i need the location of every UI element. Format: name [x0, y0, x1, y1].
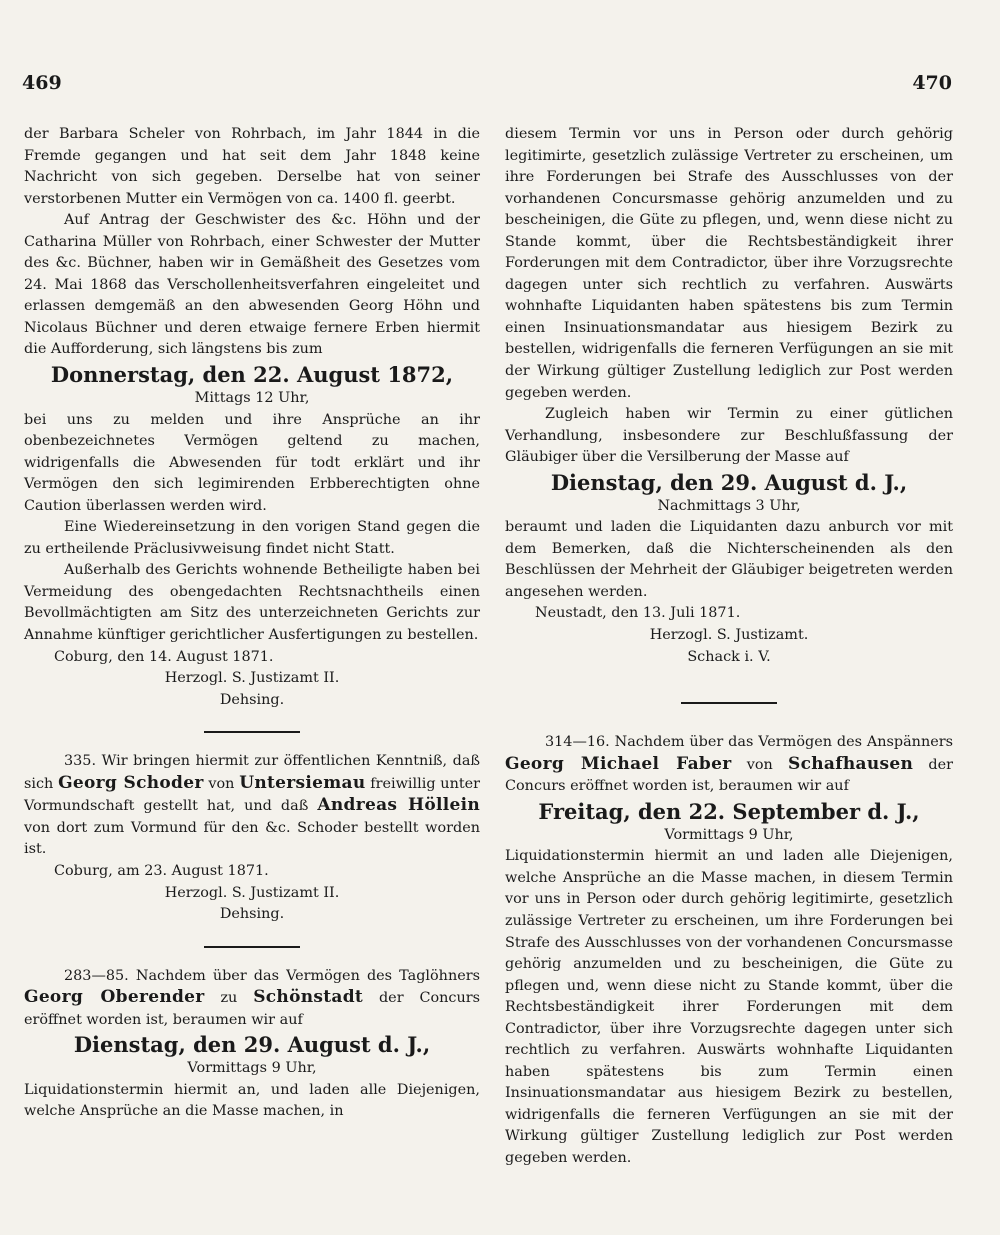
court-name: Herzogl. S. Justizamt II. [164, 670, 340, 687]
section-divider [204, 946, 300, 948]
person-name: Georg Michael Faber [505, 753, 732, 774]
paragraph: Liquidationstermin hiermit an und laden alle Diejenigen, welche Ansprüche an die Masse machen, in diesem Termin vor uns in Person oder durch gehörig legitimirte, gesetzlich zulässige Vertreter zu erscheinen, um ihre Forderungen bei Strafe des Ausschlusses von der vorhandenen Concursmasse gehörig anzumelden und zu bescheinigen, die Güte zu pflegen und, wenn diese nicht zu Stande kommt, über die Rechtsbeständigkeit ihrer Forderungen mit dem Contradictor, über ihre Vorzugsrechte dagegen unter sich rechtlich zu verfahren. Auswärts wohnhafte Liquidanten haben spätestens bis zum Termin einen Insinuationsmandatar aus hiesigem Bezirk zu bestellen, widrigenfalls die ferneren Verfügungen an sie mit der Wirkung gültiger Zustellung lediglich zur Post werden gegeben werden. [505, 848, 953, 1166]
notice-number: 335. [64, 753, 97, 770]
paragraph: diesem Termin vor uns in Person oder durch gehörig legitimirte, gesetzlich zulässige Vertreter zu erscheinen, um ihre Forderungen bei Strafe des Ausschlusses von der vorhandenen Concursmasse gehörig anzumelden und zu bescheinigen, die Güte zu pflegen, und, wenn diese nicht zu Stande kommt, über die Rechtsbeständigkeit ihrer Forderungen mit dem Contradictor, über ihre Vorzugsrechte dagegen unter sich rechtlich zu verfahren. Auswärts wohnhafte Liquidanten haben spätestens bis zum Termin einen Insinuationsmandatar aus hiesigem Bezirk zu bestellen, widrigenfalls die ferneren Verfügungen an sie mit der Wirkung gültiger Zustellung lediglich zur Post werden gegeben werden. [505, 126, 953, 401]
person-name: Georg Oberender [24, 987, 205, 1008]
place-date: Coburg, den 14. August 1871. [54, 648, 274, 665]
deadline-date: Donnerstag, den 22. August 1872, [50, 362, 454, 388]
deadline-time: Vormittags 9 Uhr, [664, 826, 794, 843]
notice-concurs-faber [505, 732, 953, 1169]
place-date: Neustadt, den 13. Juli 1871. [535, 605, 741, 622]
deadline-date: Dienstag, den 29. August d. J., [73, 1032, 431, 1058]
paragraph: Eine Wiedereinsetzung in den vorigen Stand gegen die zu ertheilende Präclusivweisung findet nicht Statt. [24, 519, 480, 557]
notice-number: 283—85. [64, 967, 129, 984]
notice-concurs-continuation [505, 124, 953, 668]
place-name: Schafhausen [788, 753, 914, 774]
paragraph: Auf Antrag der Geschwister des &c. Höhn und der Catharina Müller von Rohrbach, einer Schwester der Mutter des &c. Büchner, haben wir in Gemäßheit des Gesetzes vom 24. Mai 1868 das Verschollenheitsverfahren eingeleitet und erlassen demgemäß an den abwesenden Georg Höhn und Nicolaus Büchner und deren etwaige fernere Erben hiermit die Aufforderung, sich längstens bis zum [24, 212, 480, 358]
deadline-time: Nachmittags 3 Uhr, [657, 497, 801, 514]
place-name: Schönstadt [253, 987, 364, 1008]
paragraph: der Barbara Scheler von Rohrbach, im Jahr 1844 in die Fremde gegangen und hat seit dem Jahr 1848 keine Nachricht von sich gegeben. Derselbe hat von seiner verstorbenen Mutter ein Vermögen von ca. 1400 fl. geerbt. [24, 126, 480, 207]
paragraph: Außerhalb des Gerichts wohnende Betheiligte haben bei Vermeidung des obengedachten Rechtsnachtheils einen Bevollmächtigten am Sitz des unterzeichneten Gerichts zur Annahme künftiger gerichtlicher Ausfertigungen zu bestellen. [24, 562, 480, 644]
signer-name: Dehsing. [219, 691, 285, 708]
paragraph: beraumt und laden die Liquidanten dazu anburch vor mit dem Bemerken, daß die Nichterscheinenden als den Beschlüssen der Mehrheit der Gläubiger beigetreten werden angesehen werden. [505, 519, 953, 600]
paragraph: Liquidationstermin hiermit an, und laden alle Diejenigen, welche Ansprüche an die Masse machen, in [24, 1081, 480, 1120]
page-number-left: 469 [22, 72, 62, 94]
deadline-date: Freitag, den 22. September d. J., [538, 798, 920, 824]
court-name: Herzogl. S. Justizamt II. [164, 884, 340, 901]
notice-concurs-oberender [24, 966, 480, 1123]
place-name: Untersiemau [239, 772, 366, 793]
section-divider [681, 702, 777, 704]
right-column [505, 124, 953, 1170]
notice-verschollenheit [24, 124, 480, 711]
deadline-time: Vormittags 9 Uhr, [187, 1060, 317, 1077]
notice-number: 314—16. [545, 734, 610, 751]
deadline-date: Dienstag, den 29. August d. J., [550, 469, 908, 495]
signer-name: Schack i. V. [687, 648, 771, 665]
place-date: Coburg, am 23. August 1871. [54, 862, 269, 879]
section-divider [204, 731, 300, 733]
notice-body: 283—85. Nachdem über das Vermögen des Taglöhners Georg Oberender zu Schönstadt der Concurs eröffnet worden ist, beraumen wir auf [24, 967, 481, 1028]
signer-name: Dehsing. [219, 906, 285, 923]
person-name: Georg Schoder [58, 772, 204, 793]
deadline-time: Mittags 12 Uhr, [194, 390, 310, 407]
left-column [24, 124, 480, 1123]
paragraph: bei uns zu melden und ihre Ansprüche an ihr obenbezeichnetes Vermögen geltend zu machen, widrigenfalls die Abwesenden für todt erklärt und ihr Vermögen den sich legimirenden Erbberechtigten ohne Caution überlassen werden wird. [24, 411, 480, 514]
notice-body: 314—16. Nachdem über das Vermögen des Anspänners Georg Michael Faber von Schafhausen der Concurs eröffnet worden ist, beraumen wir auf [505, 734, 954, 795]
notice-body: 335. Wir bringen hiermit zur öffentlichen Kenntniß, daß sich Georg Schoder von Untersiemau freiwillig unter Vormundschaft gestellt hat, und daß Andreas Höllein von dort zum Vormund für den &c. Schoder bestellt worden ist. [24, 753, 481, 858]
notice-vormundschaft [24, 751, 480, 925]
person-name: Andreas Höllein [317, 795, 481, 816]
page-number-right: 470 [912, 72, 952, 94]
paragraph: Zugleich haben wir Termin zu einer gütlichen Verhandlung, insbesondere zur Beschlußfassung der Gläubiger über die Versilberung der Masse auf [505, 406, 953, 466]
court-name: Herzogl. S. Justizamt. [649, 627, 809, 644]
